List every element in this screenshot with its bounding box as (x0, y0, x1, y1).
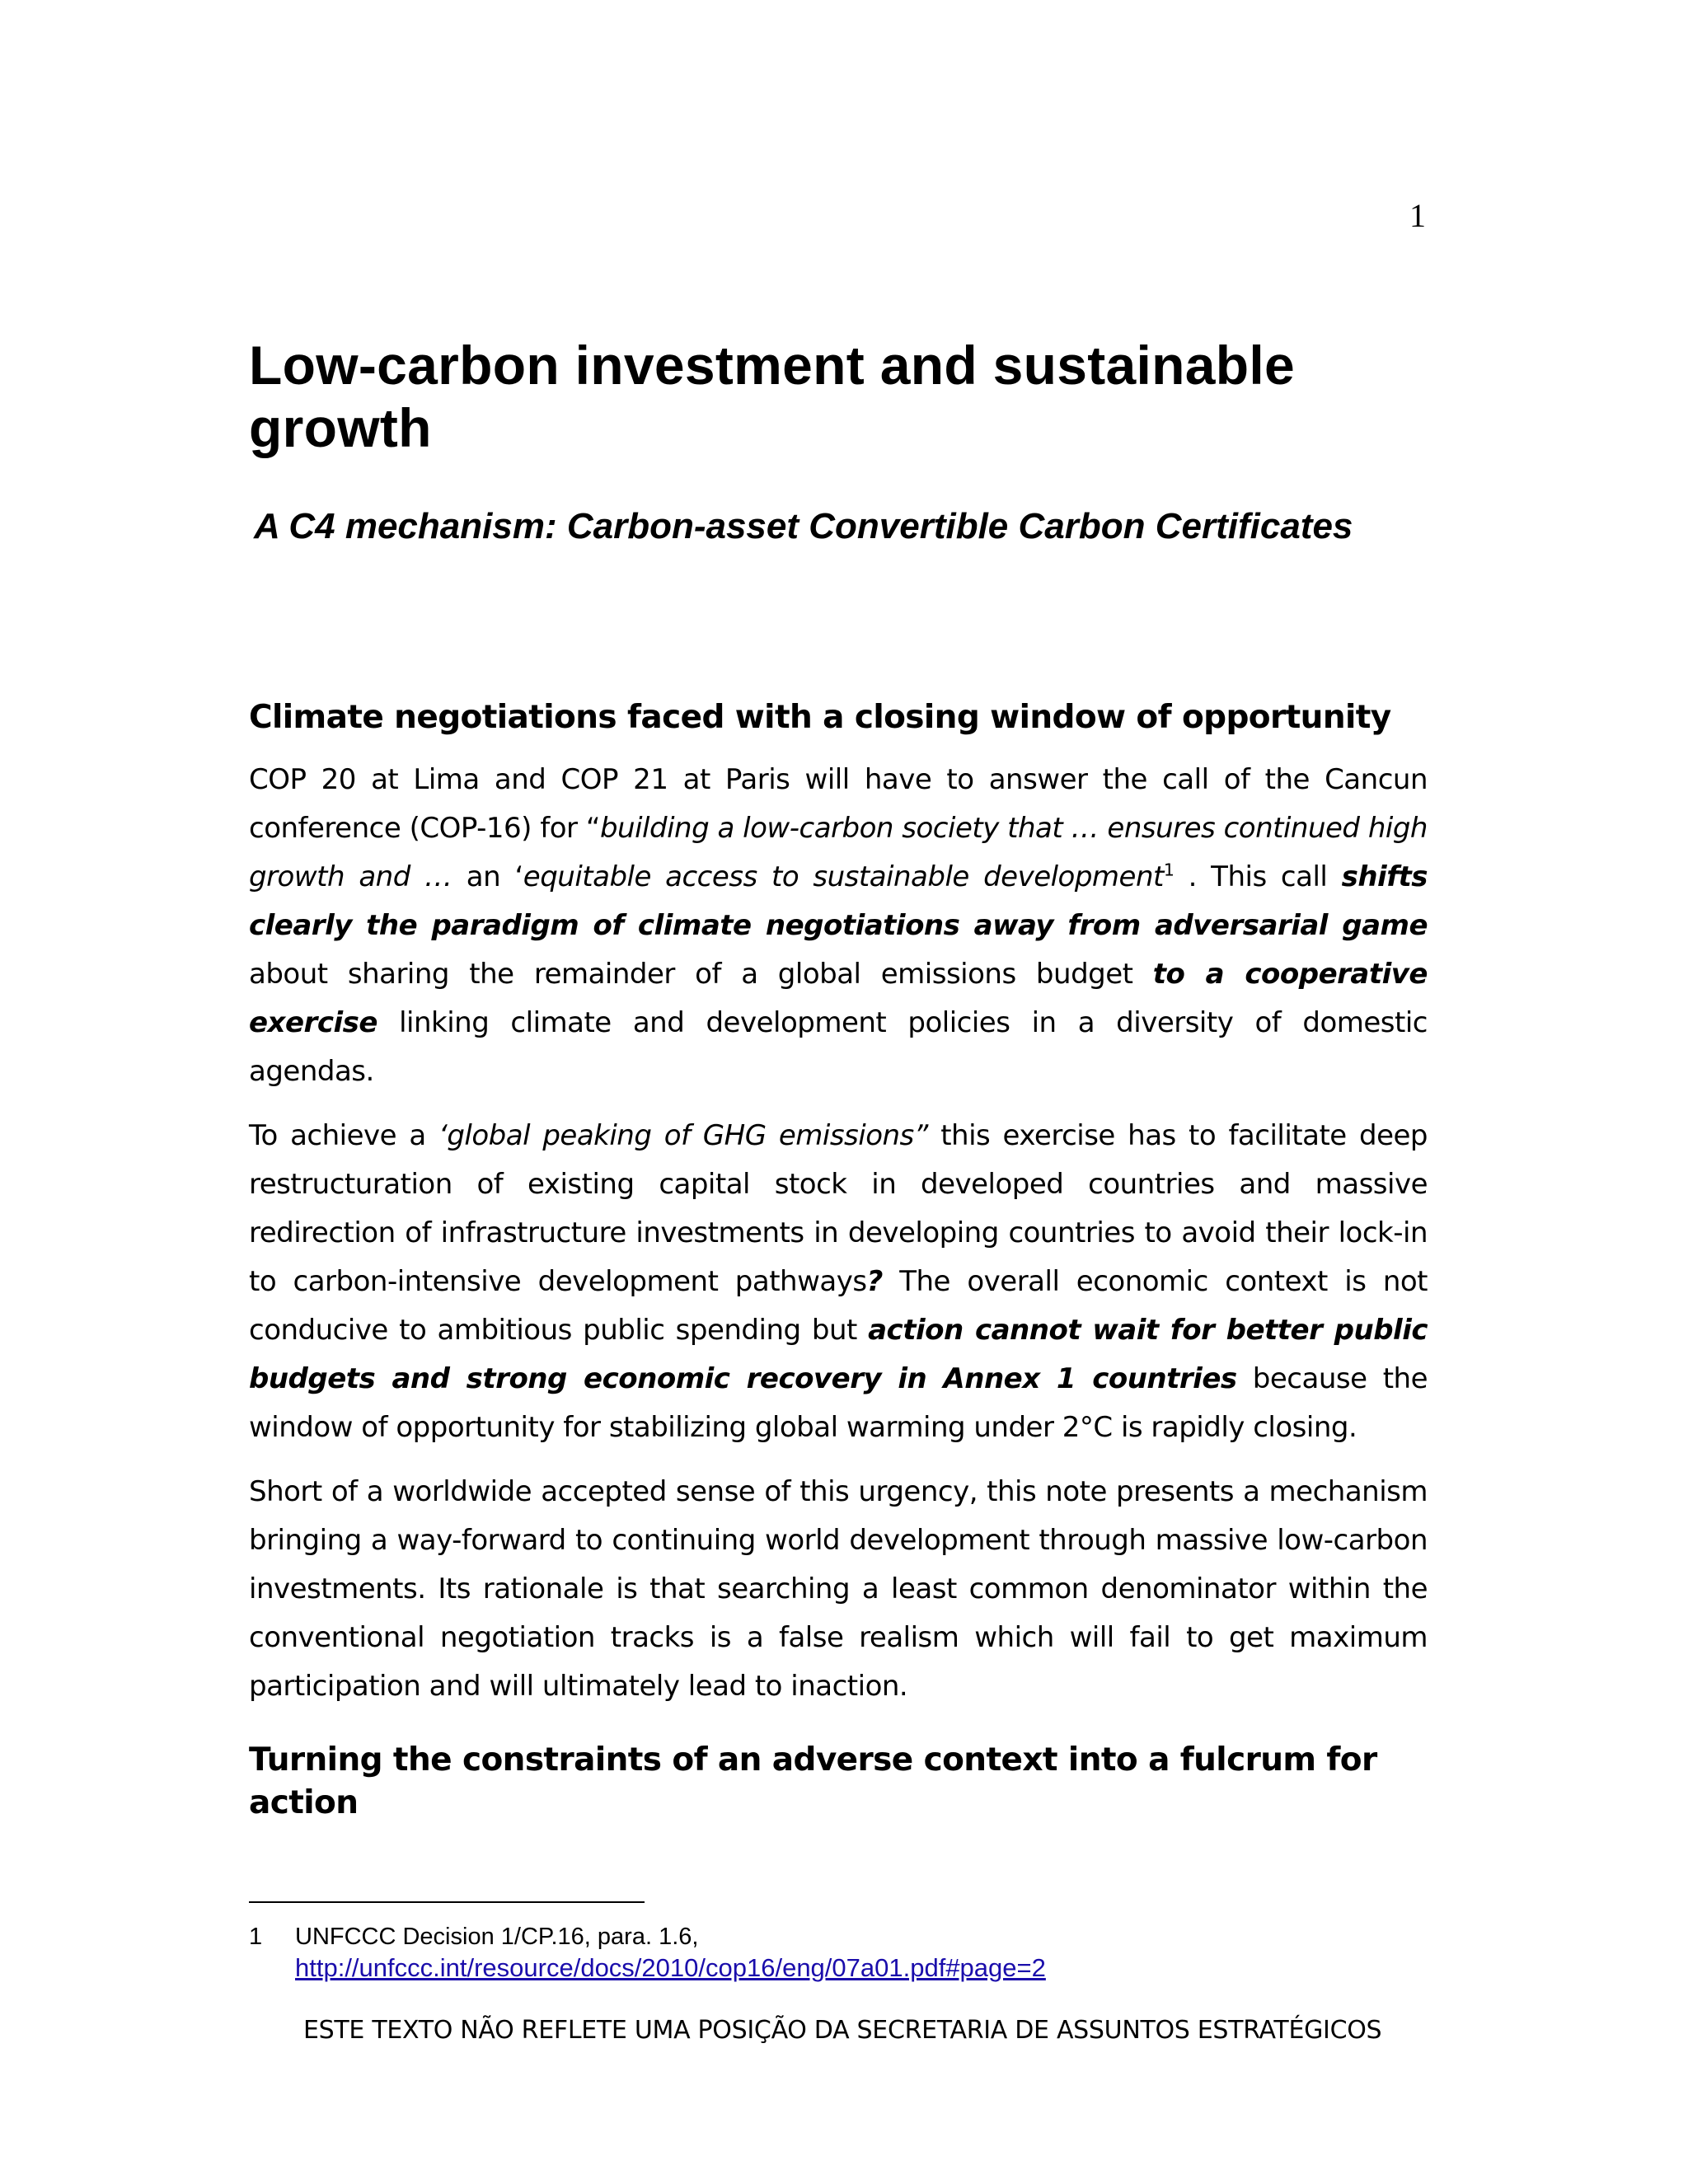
text-run: an ‘ (452, 860, 523, 893)
text-run: linking climate and development policies in a diversity of domestic agendas. (249, 1006, 1428, 1088)
text-run-bold-italic: action cannot wait for better public budgets and strong economic recovery in Annex 1 countries (249, 1314, 1428, 1395)
text-run: The overall economic context is not conducive to ambitious public spending but (249, 1265, 1428, 1347)
section-heading-turning-constraints: Turning the constraints of an adverse context into a fulcrum for action (249, 1741, 1377, 1821)
disclaimer-footer: ESTE TEXTO NÃO REFLETE UMA POSIÇÃO DA SECRETARIA DE ASSUNTOS ESTRATÉGICOS (303, 2016, 1382, 2045)
footnote-separator (249, 1901, 645, 1903)
page-number: 1 (1409, 197, 1426, 234)
text-run-italic: equitable access to sustainable development (523, 860, 1164, 893)
footnote-number: 1 (249, 1924, 263, 1950)
text-run-italic: ‘global peaking of GHG emissions” (438, 1119, 928, 1152)
paragraph-global-peaking (249, 1112, 1428, 1452)
text-run-bold-italic: shifts clearly the paradigm of climate negotiations away from adversarial game (249, 860, 1428, 942)
footnote-link[interactable]: http://unfccc.int/resource/docs/2010/cop16/eng/07a01.pdf#page=2 (295, 1953, 1046, 1982)
document-title: Low-carbon investment and sustainable growth (249, 335, 1295, 458)
text-run: about sharing the remainder of a global emissions budget (249, 958, 1153, 991)
section-heading-climate-negotiations: Climate negotiations faced with a closing window of opportunity (249, 699, 1391, 736)
text-run-bold-italic: ? (866, 1265, 883, 1298)
text-run: because the window of opportunity for stabilizing global warming under 2°C is rapidly closing. (249, 1362, 1428, 1444)
text-run: COP 20 at Lima and COP 21 at Paris will have to answer the call of the Cancun conference (COP-16) for “ (249, 763, 1428, 845)
document-subtitle: A C4 mechanism: Carbon-asset Convertible Carbon Certificates (254, 506, 1353, 546)
footnote (249, 1922, 1046, 1983)
text-run: . This call (1174, 860, 1342, 893)
text-run-italic: building a low-carbon society that … ensures continued high growth and … (249, 812, 1428, 893)
paragraph-urgency: Short of a worldwide accepted sense of this urgency, this note presents a mechanism bringing a way-forward to continuing world development through massive low-carbon investments. Its rationale is that searching a least common denominator within the conventional negotiation tracks is a false realism which will fail to get maximum participation and will ultimately lead to inaction. (249, 1475, 1428, 1703)
document-body (249, 334, 1428, 1825)
paragraph-cop-call (249, 756, 1428, 1096)
text-run: To achieve a (249, 1119, 439, 1152)
text-run: this exercise has to facilitate deep restructuration of existing capital stock in developed countries and massive redirection of infrastructure investments in developing countries to avoid their lock-in to carbon-intensive development pathways (249, 1119, 1428, 1298)
footnote-text: UNFCCC Decision 1/CP.16, para. 1.6, (295, 1924, 699, 1950)
text-run-bold-italic: to a cooperative exercise (249, 958, 1428, 1039)
footnote-ref[interactable]: 1 (1163, 860, 1175, 880)
